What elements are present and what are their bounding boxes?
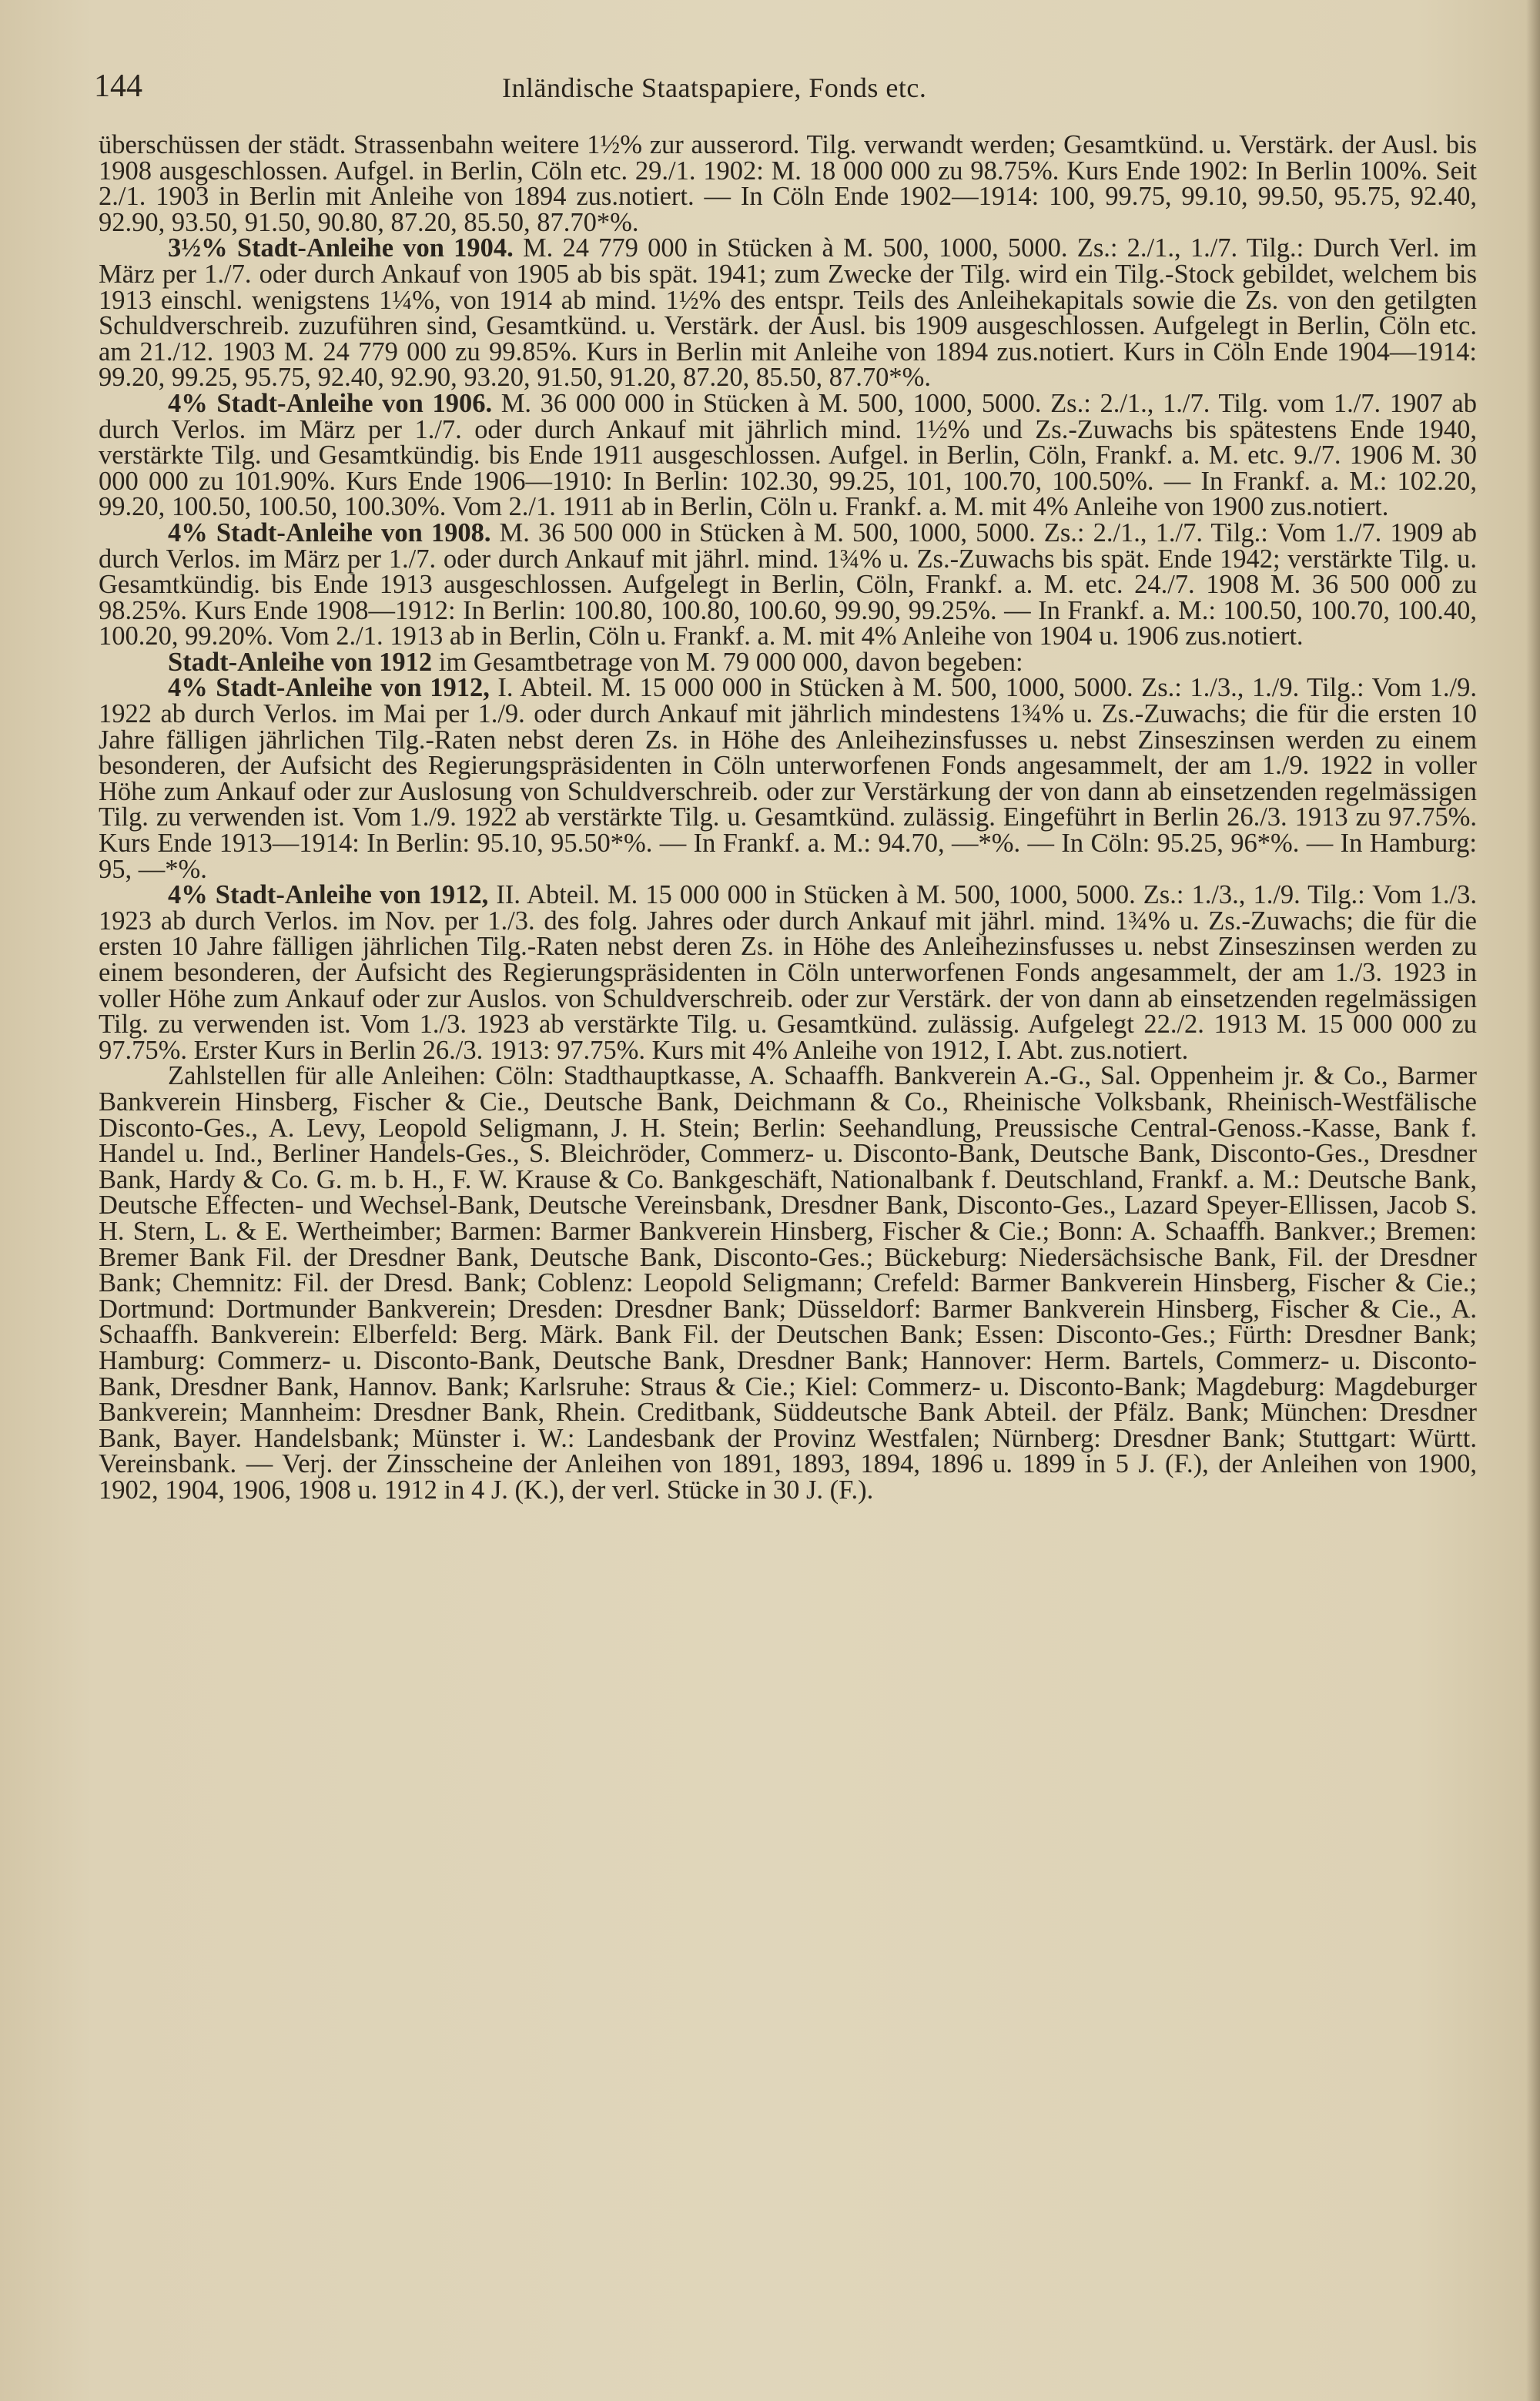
page-spine-shadow bbox=[1526, 0, 1540, 2401]
page-header bbox=[94, 63, 1480, 109]
paragraph bbox=[99, 388, 1477, 522]
paragraph-heading: 4% Stadt-Anleihe von 1908. bbox=[168, 517, 491, 548]
paragraph-heading: Stadt-Anleihe von 1912 bbox=[168, 647, 433, 677]
paragraph-text: M. 36 000 000 in Stücken à M. 500, 1000, 5000. Zs.: 2./1., 1./7. Tilg. vom 1./7. 1907 ab durch Verlos. im März per 1./7. oder durch Ankauf mit jährlich mind. 1½% und Zs.-Zuwachs bis spätestens Ende 1940, verstärkte Tilg. und Gesamtkündig. bis Ende 1911 ausgeschlossen. Aufgel. in Berlin, Cöln, Frankf. a. M. etc. 9./7. 1906 M. 30 000 000 zu 101.90%. Kurs Ende 1906—1910: In Berlin: 102.30, 99.25, 101, 100.70, 100.50%. — In Frankf. a. M.: 102.20, 99.20, 100.50, 100.50, 100.30%. Vom 2./1. 1911 ab in Berlin, Cöln u. Frankf. a. M. mit 4% Anleihe von 1900 zus.notiert. bbox=[99, 388, 1477, 522]
paragraph bbox=[99, 882, 1477, 1063]
paragraph bbox=[99, 675, 1477, 882]
paragraph-heading: 4% Stadt-Anleihe von 1912, bbox=[168, 673, 490, 703]
paragraph-text: Zahlstellen für alle Anleihen: Cöln: Stadthauptkasse, A. Schaaffh. Bankverein A.-G., Sal. Oppenheim jr. & Co., Barmer Bankverein Hinsberg, Fischer & Cie., Deutsche Bank, Deichmann & Co., Rheinische Volksbank, Rheinisch-Westfälische Disconto-Ges., A. Levy, Leopold Seligmann, J. H. Stein; Berlin: Seehandlung, Preussische Central-Genoss.-Kasse, Bank f. Handel u. Ind., Berliner Handels-Ges., S. Bleichröder, Commerz- u. Disconto-Bank, Deutsche Bank, Disconto-Ges., Dresdner Bank, Hardy & Co. G. m. b. H., F. W. Krause & Co. Bankgeschäft, Nationalbank f. Deutschland, Frankf. a. M.: Deutsche Bank, Deutsche Effecten- und Wechsel-Bank, Deutsche Vereinsbank, Dresdner Bank, Disconto-Ges., Lazard Speyer-Ellissen, Jacob S. H. Stern, L. & E. Wertheimber; Barmen: Barmer Bankverein Hinsberg, Fischer & Cie.; Bonn: A. Schaaffh. Bankver.; Bremen: Bremer Bank Fil. der Dresdner Bank, Deutsche Bank, Disconto-Ges.; Bückeburg: Niedersächsische Bank, Fil. der Dresdner Bank; Chemnitz: Fil. der Dresd. Bank; Coblenz: Leopold Seligmann; Crefeld: Barmer Bankverein Hinsberg, Fischer & Cie.; Dortmund: Dortmunder Bankverein; Dresden: Dresdner Bank; Düsseldorf: Barmer Bankverein Hinsberg, Fischer & Cie., A. Schaaffh. Bankverein: Elberfeld: Berg. Märk. Bank Fil. der Deutschen Bank; Essen: Disconto-Ges.; Fürth: Dresdner Bank; Hamburg: Commerz- u. Disconto-Bank, Deutsche Bank, Dresdner Bank; Hannover: Herm. Bartels, Commerz- u. Disconto-Bank, Dresdner Bank, Hannov. Bank; Karlsruhe: Straus & Cie.; Kiel: Commerz- u. Disconto-Bank; Magdeburg: Magdeburger Bankverein; Mannheim: Dresdner Bank, Rhein. Creditbank, Süddeutsche Bank Abteil. der Pfälz. Bank; München: Dresdner Bank, Bayer. Handelsbank; Münster i. W.: Landesbank der Provinz Westfalen; Nürnberg: Dresdner Bank; Stuttgart: Württ. Vereinsbank. — Verj. der Zinsscheine der Anleihen von 1891, 1893, 1894, 1896 u. 1899 in 5 J. (F.), der Anleihen von 1900, 1902, 1904, 1906, 1908 u. 1912 in 4 J. (K.), der verl. Stücke in 30 J. (F.). bbox=[99, 1061, 1477, 1505]
paragraph-text: überschüssen der städt. Strassenbahn weitere 1½% zur ausserord. Tilg. verwandt werden; Gesamtkünd. u. Verstärk. der Ausl. bis 1908 ausgeschlossen. Aufgel. in Berlin, Cöln etc. 29./1. 1902: M. 18 000 000 zu 98.75%. Kurs Ende 1902: In Berlin 100%. Seit 2./1. 1903 in Berlin mit Anleihe von 1894 zus.notiert. — In Cöln Ende 1902—1914: 100, 99.75, 99.10, 99.50, 95.75, 92.40, 92.90, 93.50, 91.50, 90.80, 87.20, 85.50, 87.70*%. bbox=[99, 130, 1477, 237]
running-head: Inländische Staatspapiere, Fonds etc. bbox=[502, 72, 927, 103]
paragraph bbox=[99, 233, 1477, 393]
paragraph-text: im Gesamtbetrage von M. 79 000 000, davon begeben: bbox=[432, 647, 1023, 677]
paragraph-heading: 4% Stadt-Anleihe von 1912, bbox=[168, 880, 489, 910]
paragraph-text: M. 36 500 000 in Stücken à M. 500, 1000, 5000. Zs.: 2./1., 1./7. Tilg.: Vom 1./7. 1909 ab durch Verlos. im März per 1./7. oder durch Ankauf mit jährl. mind. 1¾% u. Zs.-Zuwachs bis spät. Ende 1942; verstärkte Tilg. u. Gesamtkündig. bis Ende 1913 ausgeschlossen. Aufgelegt in Berlin, Cöln, Frankf. a. M. etc. 24./7. 1908 M. 36 500 000 zu 98.25%. Kurs Ende 1908—1912: In Berlin: 100.80, 100.80, 100.60, 99.90, 99.25%. — In Frankf. a. M.: 100.50, 100.70, 100.40, 100.20, 99.20%. Vom 2./1. 1913 ab in Berlin, Cöln u. Frankf. a. M. mit 4% Anleihe von 1904 u. 1906 zus.notiert. bbox=[99, 517, 1477, 651]
paragraph-text: II. Abteil. M. 15 000 000 in Stücken à M. 500, 1000, 5000. Zs.: 1./3., 1./9. Tilg.: Vom 1./3. 1923 ab durch Verlos. im Nov. per 1./3. des folg. Jahres oder durch Ankauf mit jährl. mind. 1¾% u. Zs.-Zuwachs; die für die ersten 10 Jahre fälligen jährlichen Tilg.-Raten nebst deren Zs. in Höhe des Anleihezinsfusses u. nebst Zinseszinsen werden zu einem besonderen, der Aufsicht des Regierungspräsidenten in Cöln unterworfenen Fonds angesammelt, der am 1./3. 1923 in voller Höhe zum Ankauf oder zur Auslos. von Schuldverschreib. oder zur Verstärk. der von dann ab einsetzenden regelmässigen Tilg. zu verwenden ist. Vom 1./3. 1923 ab verstärkte Tilg. u. Gesamtkünd. zulässig. Aufgelegt 22./2. 1913 M. 15 000 000 zu 97.75%. Erster Kurs in Berlin 26./3. 1913: 97.75%. Kurs mit 4% Anleihe von 1912, I. Abt. zus.notiert. bbox=[99, 880, 1477, 1065]
paragraph-text: M. 24 779 000 in Stücken à M. 500, 1000, 5000. Zs.: 2./1., 1./7. Tilg.: Durch Verl. im März per 1./7. oder durch Ankauf von 1905 ab bis spät. 1941; zum Zwecke der Tilg. wird ein Tilg.-Stock gebildet, welchem bis 1913 einschl. wenigstens 1¼%, von 1914 ab mind. 1½% des entspr. Teils des Anleihekapitals sowie die Zs. von den getilgten Schuldverschreib. zuzuführen sind, Gesamtkünd. u. Verstärk. der Ausl. bis 1909 ausgeschlossen. Aufgelegt in Berlin, Cöln etc. am 21./12. 1903 M. 24 779 000 zu 99.85%. Kurs in Berlin mit Anleihe von 1894 zus.notiert. Kurs in Cöln Ende 1904—1914: 99.20, 99.25, 95.75, 92.40, 92.90, 93.20, 91.50, 91.20, 87.20, 85.50, 87.70*%. bbox=[99, 233, 1477, 393]
paragraph-heading: 3½% Stadt-Anleihe von 1904. bbox=[168, 233, 514, 263]
paragraph bbox=[99, 647, 1477, 677]
page-number: 144 bbox=[94, 69, 142, 104]
paragraph bbox=[99, 1063, 1477, 1503]
paragraph-text: I. Abteil. M. 15 000 000 in Stücken à M. 500, 1000, 5000. Zs.: 1./3., 1./9. Tilg.: Vom 1./9. 1922 ab durch Verlos. im Mai per 1./9. oder durch Ankauf mit jährlich mindestens 1¾% u. Zs.-Zuwachs; die für die ersten 10 Jahre fälligen jährlichen Tilg.-Raten nebst deren Zs. in Höhe des Anleihezinsfusses u. nebst Zinseszinsen werden zu einem besonderen, der Aufsicht des Regierungspräsidenten in Cöln unterworfenen Fonds angesammelt, der am 1./9. 1922 in voller Höhe zum Ankauf oder zur Auslosung von Schuldverschreib. oder zur Verstärkung der von dann ab einsetzenden regelmässigen Tilg. zu verwenden ist. Vom 1./9. 1922 ab verstärkte Tilg. u. Gesamtkünd. zulässig. Eingeführt in Berlin 26./3. 1913 zu 97.75%. Kurs Ende 1913—1914: In Berlin: 95.10, 95.50*%. — In Frankf. a. M.: 94.70, —*%. — In Cöln: 95.25, 96*%. — In Hamburg: 95, —*%. bbox=[99, 673, 1477, 884]
body-text bbox=[99, 132, 1477, 1503]
paragraph bbox=[99, 517, 1477, 651]
paragraph-heading: 4% Stadt-Anleihe von 1906. bbox=[168, 388, 493, 418]
paragraph bbox=[99, 132, 1477, 236]
